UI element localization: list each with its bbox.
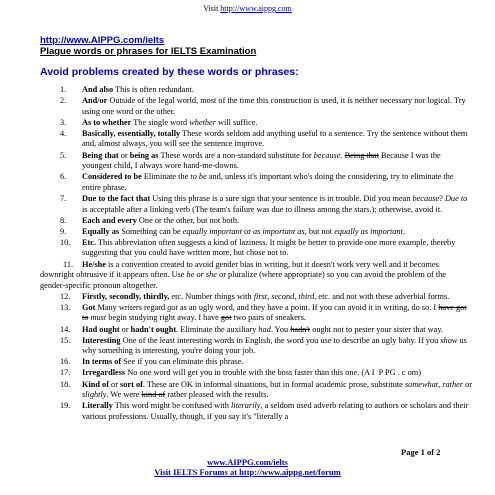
item-text: Equally as Something can be equally important or as important as, but not equally as important. bbox=[82, 226, 405, 236]
item-number: 16. bbox=[60, 357, 71, 367]
footer-forum-link[interactable]: http://www.aippg.net/forum bbox=[239, 467, 341, 477]
item-number: 7. bbox=[60, 193, 67, 203]
list-item bbox=[40, 172, 472, 193]
item-number: 4. bbox=[60, 128, 67, 138]
item-text: Got Many writers regard got as an ugly word, and they have a point. If you can avoid it in writing, do so. I have got to must begin studying right away. I have got two pairs of sneakers. bbox=[82, 302, 467, 323]
list-item bbox=[40, 260, 472, 292]
list-item bbox=[40, 118, 472, 129]
item-number: 3. bbox=[60, 117, 67, 127]
site-link[interactable]: http://www.AIPPG.com/ielts bbox=[40, 35, 165, 46]
list-item bbox=[40, 357, 472, 368]
footer-line-1 bbox=[0, 457, 495, 467]
item-number: 1. bbox=[60, 85, 67, 94]
footer-line-2 bbox=[0, 467, 495, 477]
item-number: 11. bbox=[63, 259, 74, 269]
list-item bbox=[40, 303, 472, 324]
item-number: 13. bbox=[60, 302, 71, 312]
visit-label: Visit bbox=[203, 4, 221, 13]
item-text: And also This is often redundant. bbox=[82, 85, 194, 94]
list-item bbox=[40, 96, 472, 117]
item-text: Basically, essentially, totally These words seldom add anything useful to a sentence. Try the sentence without them and, almost always, you will see the sentence improve. bbox=[82, 128, 468, 149]
list-item bbox=[40, 292, 472, 303]
list-item bbox=[40, 368, 472, 379]
page-title: Plague words or phrases for IELTS Examination bbox=[40, 46, 257, 57]
item-text: In terms of See if you can eliminate this phrase. bbox=[82, 357, 244, 367]
list-item bbox=[40, 380, 472, 401]
item-number: 6. bbox=[60, 172, 67, 182]
page-number: Page 1 of 2 bbox=[401, 447, 441, 457]
item-number: 2. bbox=[60, 96, 67, 106]
section-heading: Avoid problems created by these words or phrases: bbox=[40, 66, 299, 78]
item-number: 17. bbox=[60, 368, 71, 378]
item-number: 12. bbox=[60, 291, 71, 301]
list-item bbox=[40, 151, 472, 172]
list-item bbox=[40, 85, 472, 96]
item-text: Being that or being as These words are a non-standard substitute for because. Being that Because I was the youngest child, I always wore hand-me-downs. bbox=[82, 150, 441, 171]
item-number: 14. bbox=[60, 324, 71, 334]
list-item bbox=[40, 194, 472, 215]
item-number: 15. bbox=[60, 335, 71, 345]
list-item bbox=[40, 336, 472, 357]
item-text: Due to the fact that Using this phrase is a sure sign that your sentence is in trouble. Did you mean because? Due to is acceptable after a linking verb (The team's failure was due to illness among the stars.); otherwise, avoid it. bbox=[82, 193, 468, 214]
footer-visit-text[interactable]: Visit IELTS Forums at bbox=[154, 467, 240, 477]
aippg-link[interactable]: http://www.aippg.com bbox=[220, 4, 292, 13]
item-text: And/or Outside of the legal world, most of the time this construction is used, it is neither necessary nor logical. Try using one word or the other. bbox=[82, 96, 466, 116]
list-item bbox=[40, 216, 472, 227]
item-text: Etc. This abbreviation often suggests a kind of laziness. It might be better to provide one more example, thereby suggesting that you could have written more, but chose not to. bbox=[82, 237, 456, 258]
item-text: Each and every One or the other, but not both. bbox=[82, 215, 240, 225]
item-number: 9. bbox=[60, 226, 67, 236]
item-text: Considered to be Eliminate the to be and, unless it's important who's doing the considering, try to eliminate the entire phrase. bbox=[82, 172, 454, 192]
item-text: Irregardless No one word will get you in trouble with the boss faster than this one. (A I P PG . c om) bbox=[82, 368, 421, 378]
item-text: As to whether The single word whether will suffice. bbox=[82, 117, 258, 127]
item-text: Kind of or sort of. These are OK in informal situations, but in formal academic prose, substitute somewhat, rather or slightly. We were kind of rather pleased with the results. bbox=[82, 379, 473, 400]
list-item bbox=[40, 238, 472, 259]
top-visit-line bbox=[0, 4, 495, 13]
list-item bbox=[40, 401, 472, 422]
list-item bbox=[40, 227, 472, 238]
item-text: He/she is a convention created to avoid gender bias in writing, but it doesn't work very well and it becomes downright obtrusive if it appears often. Use he or she or pluralize (where appropriate) so you can avoid the problem of the gender-specific pronoun altogether. bbox=[40, 259, 446, 290]
list-item bbox=[40, 129, 472, 150]
item-number: 19. bbox=[60, 401, 71, 411]
item-text: Literally This word might be confused with literarily, a seldom used adverb relating to authors or scholars and their various professions. Usually, though, if you say it's "literally a bbox=[82, 401, 469, 421]
footer-ielts-link[interactable]: www.AIPPG.com/ielts bbox=[207, 457, 288, 467]
plague-word-list bbox=[40, 85, 472, 423]
item-number: 10. bbox=[60, 237, 71, 247]
item-number: 5. bbox=[60, 150, 67, 160]
item-text: Interesting One of the least interesting words in English, the word you use to describe an ugly baby. If you show us why something is interesting, you're doing your job. bbox=[82, 335, 467, 356]
item-number: 8. bbox=[60, 215, 67, 225]
item-text: Firstly, secondly, thirdly, etc. Number things with first, second, third, etc. and not with these adverbial forms. bbox=[82, 291, 450, 301]
list-item bbox=[40, 325, 472, 336]
item-number: 18. bbox=[60, 379, 71, 389]
item-text: Had ought or hadn't ought. Eliminate the auxiliary had. You hadn't ought not to pester your sister that way. bbox=[82, 324, 444, 334]
